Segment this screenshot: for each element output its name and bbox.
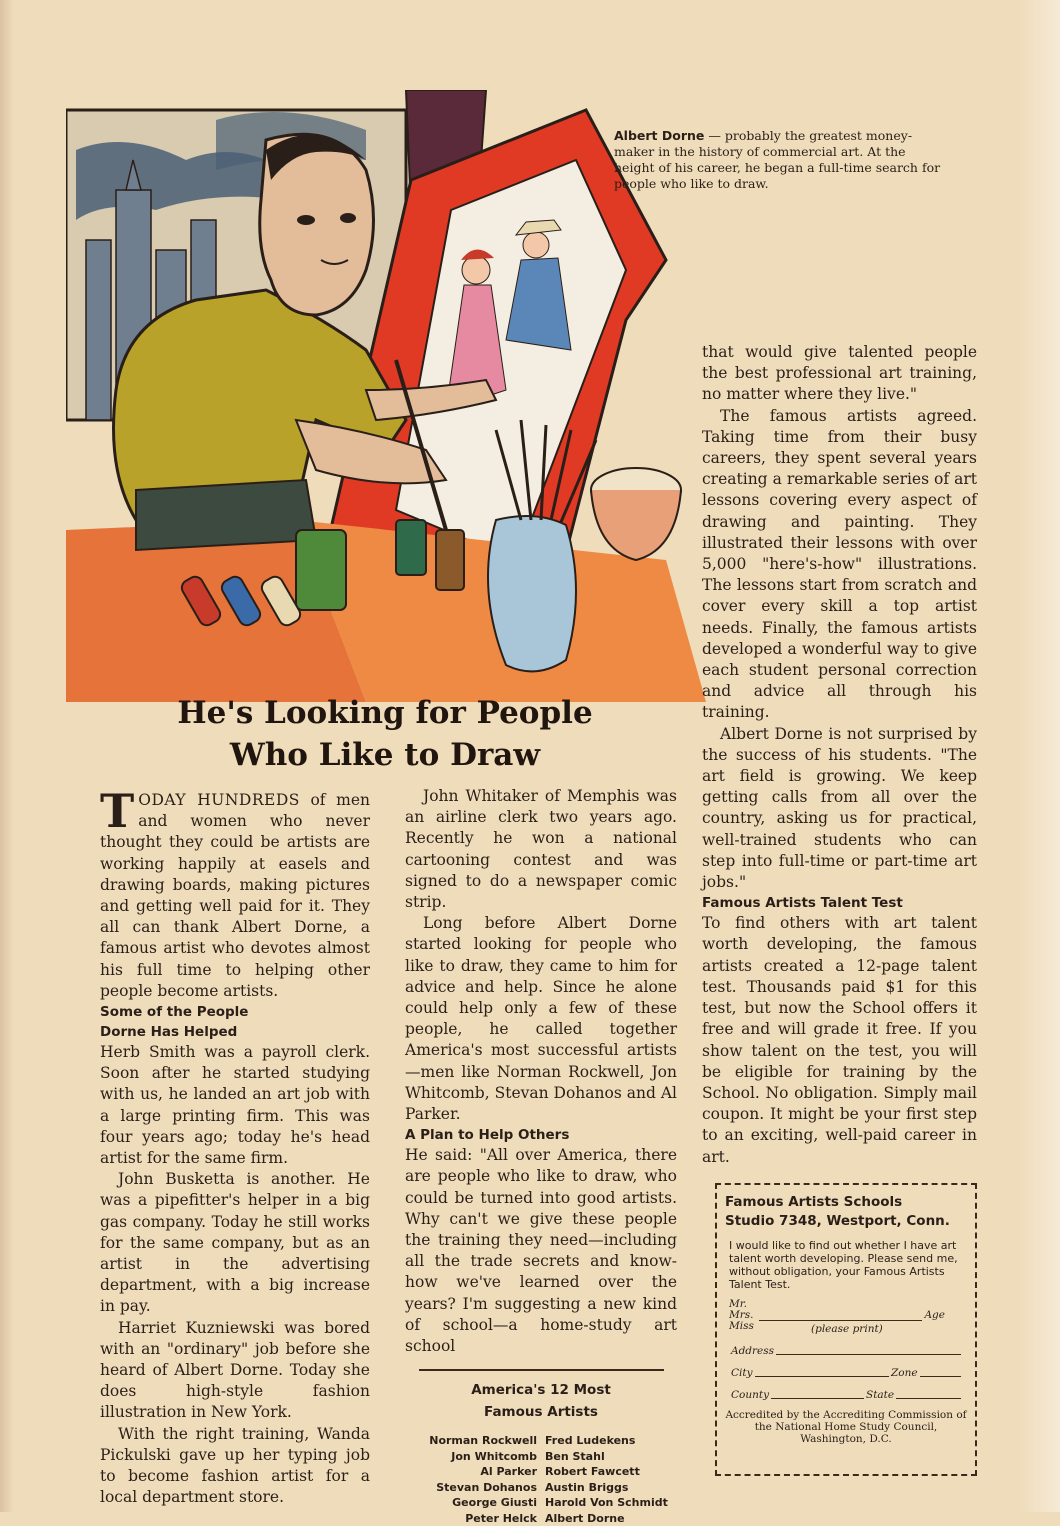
paragraph-talent-test: To find others with art talent worth developing, the famous artists created a 12-page talent test. Thousands paid $1 for this test, but now the School offers it free and will grade it free. If you show talent on the test, you will be eligible for training by the School. No obligation. Simply mail coupon. It might be your first step to an exciting, well-paid career in art.	[702, 914, 977, 1166]
paragraph-artists-agreed: The famous artists agreed. Taking time from their busy careers, they spent several years creating a remarkable series of art lessons covering every aspect of drawing and painting. They illustrated their lessons with over 5,000 "here's-how" illustrations. The lessons start from scratch and cover every skill a top artist needs. Finally, the famous artists developed a wonderful way to give each student personal correction and advice all through his training.	[702, 406, 977, 722]
county-state-field[interactable]	[729, 1381, 967, 1403]
label-city: City	[731, 1367, 753, 1379]
paragraph-continued: that would give talented people the best professional art training, no matter where they live."	[702, 343, 977, 404]
artist-name: George Giusti	[452, 1496, 537, 1510]
caption-name: Albert Dorne	[614, 128, 705, 143]
headline-line2: Who Like to Draw	[229, 737, 541, 773]
label-address: Address	[731, 1345, 775, 1357]
illustration-caption	[614, 128, 944, 192]
caption-text: — probably the greatest money-maker in the history of commercial art. At the height of his career, he began a full-time search for people who like to draw.	[614, 128, 941, 191]
artist-name: Harold Von Schmidt	[545, 1496, 668, 1510]
label-please-print: (please print)	[811, 1323, 883, 1335]
artist-name: Fred Ludekens	[545, 1434, 636, 1448]
label-mrs: Mrs.	[729, 1309, 754, 1321]
paragraph-he-said: He said: "All over America, there are people who like to draw, who could be turned into good artists. Why can't we give these people the training they need—including all the trade secrets and know-how we've learned over the years? I'm suggesting a new kind of school—a home-study art school	[405, 1146, 677, 1356]
label-county: County	[731, 1389, 770, 1401]
column-2	[405, 786, 677, 1526]
artist-name: Austin Briggs	[545, 1480, 629, 1494]
subhead-people-helped	[100, 1002, 370, 1042]
coupon-studio-address: Studio 7348, Westport, Conn.	[725, 1213, 950, 1229]
subhead-line1: Some of the People	[100, 1004, 249, 1021]
mail-coupon[interactable]	[715, 1183, 977, 1476]
headline-line1: He's Looking for People	[177, 695, 593, 731]
paragraph-john-busketta: John Busketta is another. He was a pipefitter's helper in a big gas company. Today he still works for the same company, but as an artist in the advertising department, with a big increase in pay.	[100, 1170, 370, 1316]
address-field[interactable]	[729, 1337, 967, 1359]
artist-name: Robert Fawcett	[545, 1465, 640, 1479]
label-mr: Mr.	[729, 1298, 747, 1310]
paragraph-herb-smith: Herb Smith was a payroll clerk. Soon after he started studying with us, he landed an art job with a large printing firm. This was four years ago; today he's head artist for the same firm.	[100, 1043, 370, 1168]
artist-name: Jon Whitcomb	[451, 1449, 537, 1463]
intro-paragraph	[100, 784, 370, 1002]
label-miss: Miss	[729, 1320, 754, 1332]
artist-name: Stevan Dohanos	[436, 1480, 537, 1494]
artist-name: Albert Dorne	[545, 1511, 625, 1525]
subhead-line2: Dorne Has Helped	[100, 1024, 238, 1041]
name-field[interactable]	[729, 1297, 967, 1337]
page-edge-right	[1020, 0, 1060, 1512]
label-age: Age	[924, 1309, 945, 1321]
column-1	[100, 784, 370, 1509]
subhead-talent-test: Famous Artists Talent Test	[702, 895, 903, 912]
headline	[140, 692, 630, 776]
paragraph-harriet: Harriet Kuzniewski was bored with an "ordinary" job before she heard of Albert Dorne. Today she does high-style fashion illustration in New York.	[100, 1318, 370, 1422]
coupon-school-name: Famous Artists Schools	[725, 1194, 903, 1210]
page-edge-left	[0, 0, 14, 1512]
artist-name: Al Parker	[480, 1465, 537, 1479]
divider-rule	[419, 1369, 664, 1371]
column-3	[702, 342, 977, 1168]
drop-cap: T	[100, 784, 135, 838]
intro-rest: of men and women who never thought they could be artists are working happily at easels and drawing boards, making pictures and getting well paid for it. They all can thank Albert Dorne, a famous artist who devotes almost his full time to helping other people become artists.	[100, 791, 370, 1000]
paragraph-wanda: With the right training, Wanda Pickulski gave up her typing job to become fashion artist for a local department store.	[100, 1424, 370, 1507]
paragraph-not-surprised: Albert Dorne is not surprised by the success of his students. "The art field is growing. We keep getting calls from all over the country, asking us for practical, well-trained students who can step into full-time or part-time art jobs."	[702, 724, 977, 892]
famous-title-line2: Famous Artists	[484, 1404, 598, 1421]
intro-smallcaps: ODAY HUNDREDS	[138, 791, 300, 809]
paragraph-john-whitaker: John Whitaker of Memphis was an airline clerk two years ago. Recently he won a national cartooning contest and was signed to do a newspaper comic strip.	[405, 787, 677, 912]
accreditation-note: Accredited by the Accrediting Commission of the National Home Study Council, Washington, D.C.	[725, 1409, 967, 1445]
city-zone-field[interactable]	[729, 1359, 967, 1381]
famous-title-line1: America's 12 Most	[471, 1382, 611, 1399]
artist-name: Norman Rockwell	[429, 1434, 537, 1448]
coupon-body: I would like to find out whether I have art talent worth developing. Please send me, without obligation, your Famous Artists Talent Test.	[729, 1239, 958, 1291]
famous-artists-title	[405, 1379, 677, 1423]
artist-name: Peter Helck	[465, 1511, 537, 1525]
artist-illustration	[66, 90, 706, 702]
label-state: State	[866, 1389, 895, 1401]
artist-name: Ben Stahl	[545, 1449, 605, 1463]
subhead-plan: A Plan to Help Others	[405, 1127, 570, 1144]
artists-list	[405, 1433, 677, 1526]
label-zone: Zone	[891, 1367, 918, 1379]
paragraph-long-before: Long before Albert Dorne started looking for people who like to draw, they came to him for advice and help. Since he alone could help only a few of these people, he called together America's most successful artists—men like Norman Rockwell, Jon Whitcomb, Stevan Dohanos and Al Parker.	[405, 914, 677, 1124]
